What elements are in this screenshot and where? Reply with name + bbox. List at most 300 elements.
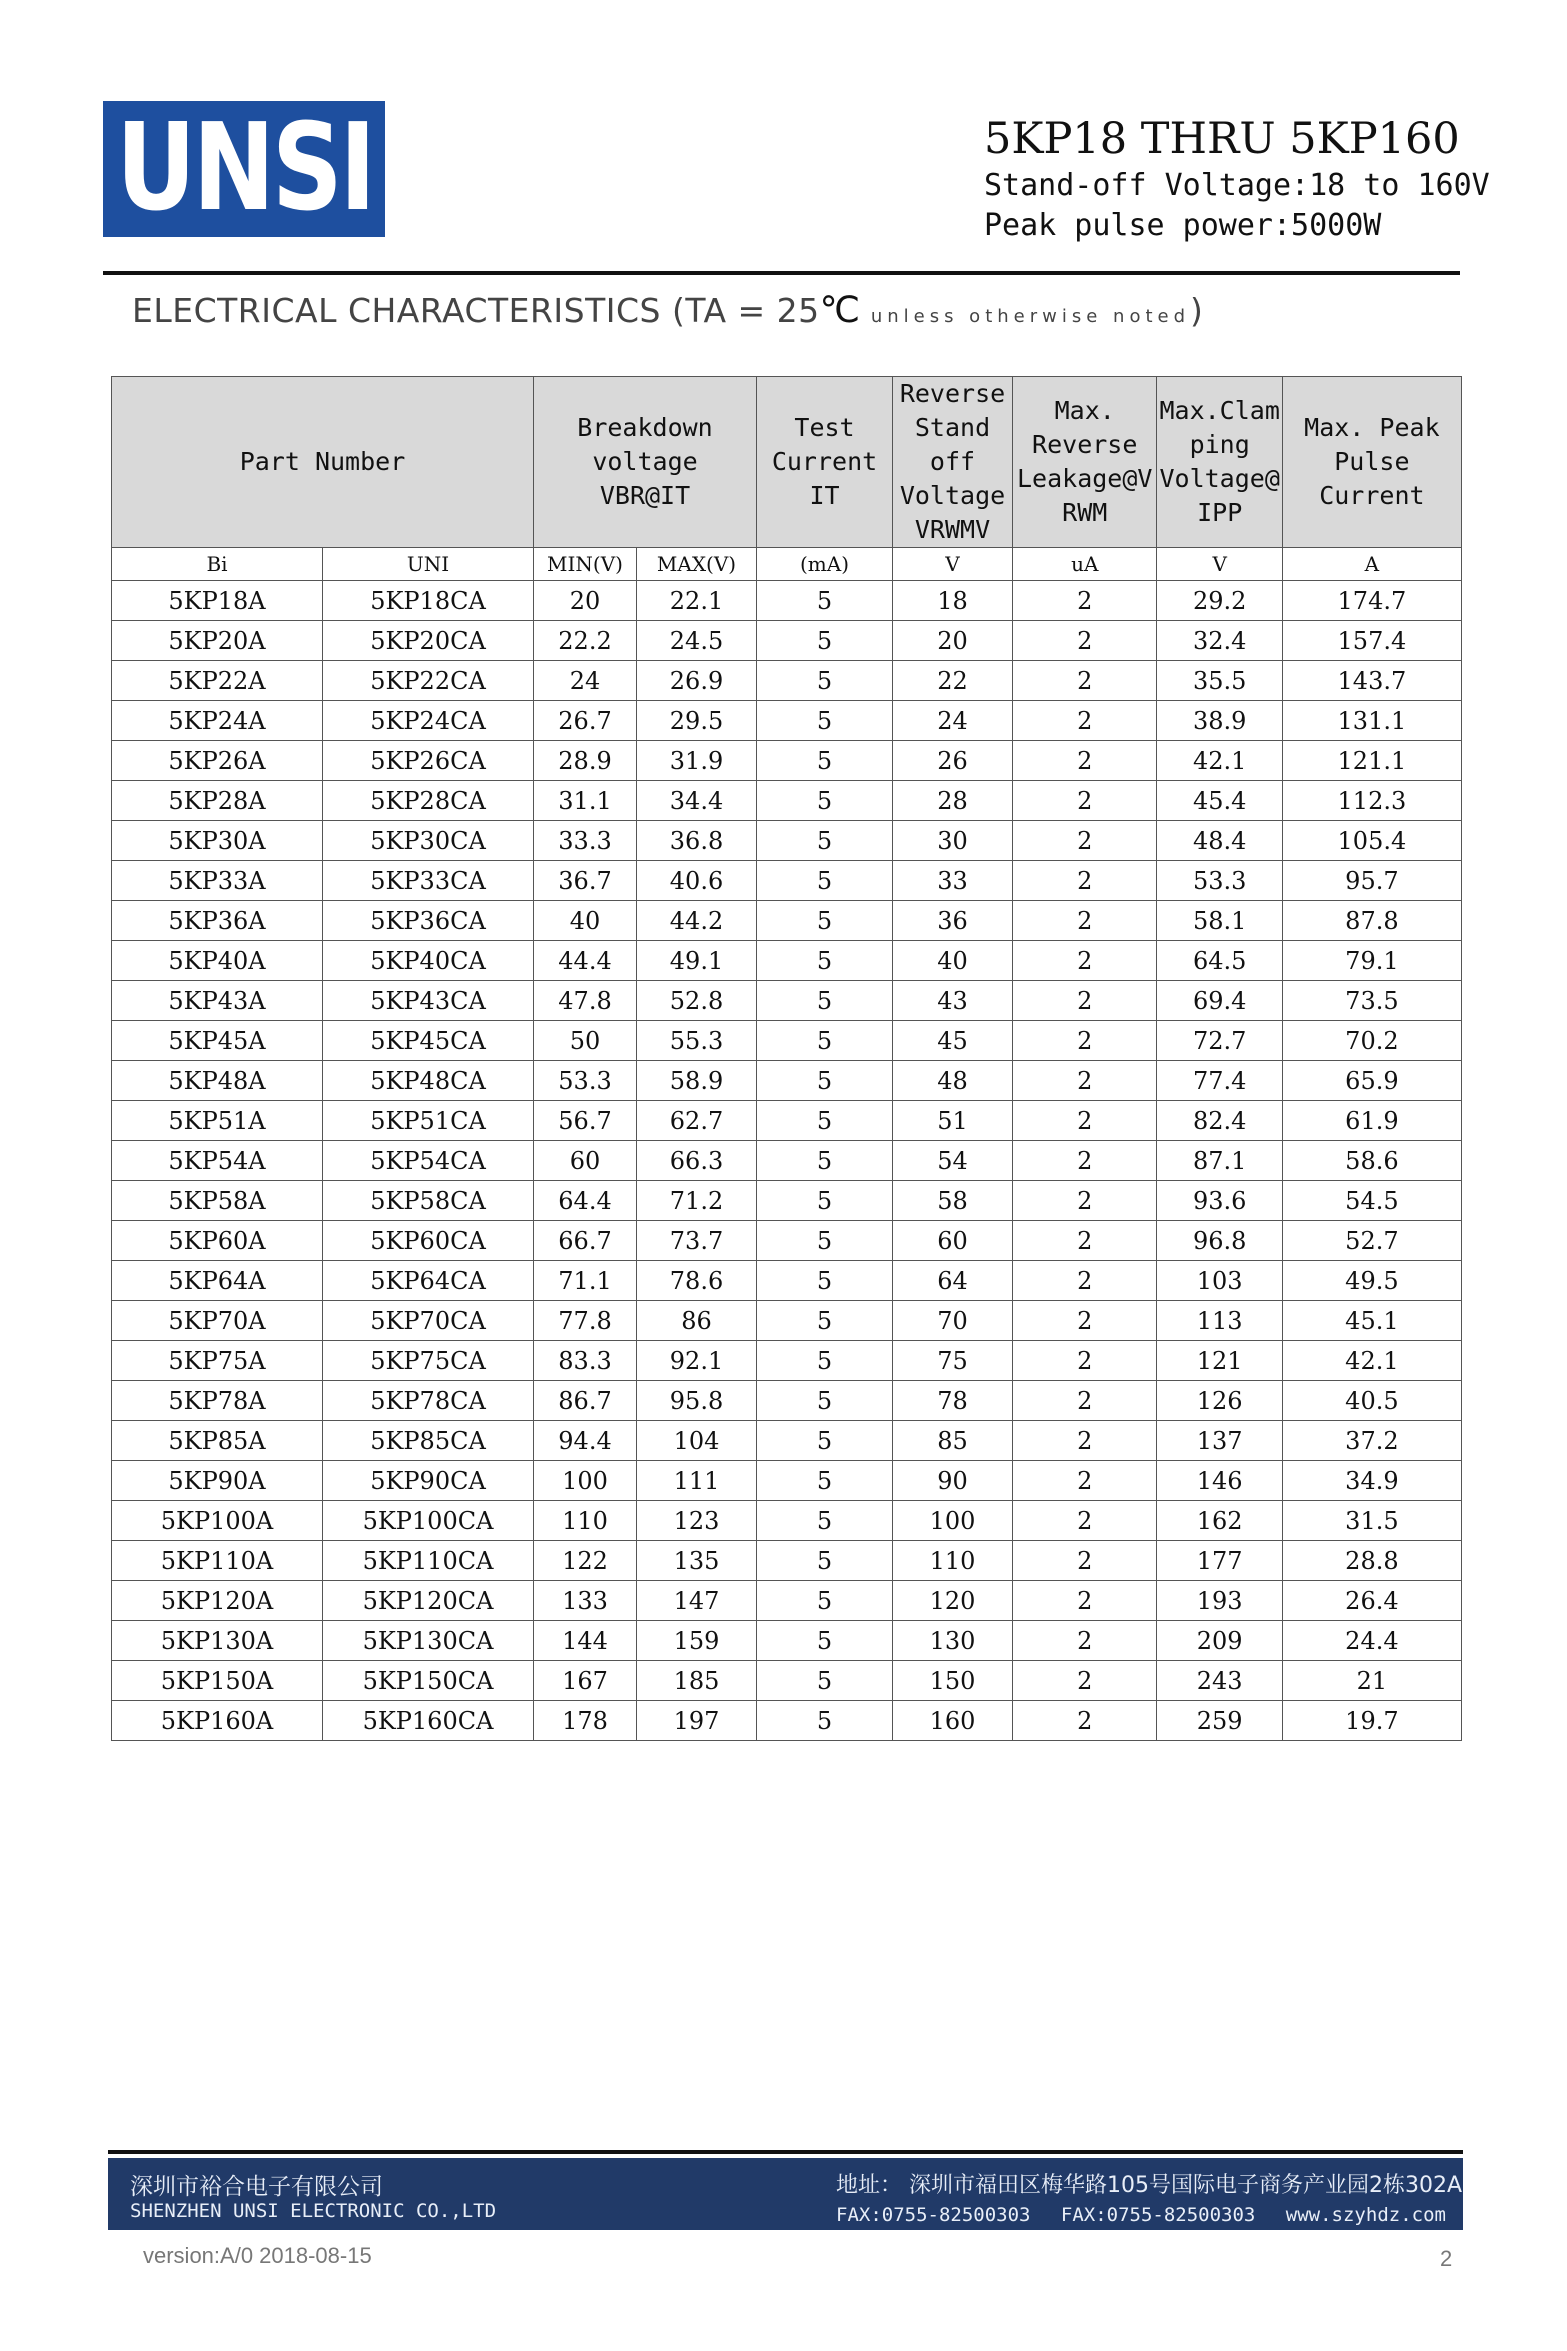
table-body: [112, 581, 1462, 1741]
cell-part-bi: 5KP48A: [112, 1061, 323, 1101]
cell-vbr-min: 83.3: [534, 1341, 637, 1381]
cell-part-bi: 5KP160A: [112, 1701, 323, 1741]
cell-clamping-voltage: 103: [1157, 1261, 1282, 1301]
section-note: unless otherwise noted: [860, 306, 1191, 327]
cell-test-current: 5: [757, 1181, 893, 1221]
company-address: 地址： 深圳市福田区梅华路105号国际电子商务产业园2栋302A: [836, 2173, 1463, 2198]
cell-standoff-voltage: 64: [893, 1261, 1013, 1301]
subheader-uni: UNI: [323, 548, 534, 581]
cell-part-uni: 5KP36CA: [323, 901, 534, 941]
cell-test-current: 5: [757, 781, 893, 821]
cell-test-current: 5: [757, 1101, 893, 1141]
cell-test-current: 5: [757, 901, 893, 941]
cell-vbr-min: 28.9: [534, 741, 637, 781]
cell-vbr-max: 49.1: [637, 941, 757, 981]
cell-test-current: 5: [757, 1021, 893, 1061]
cell-test-current: 5: [757, 741, 893, 781]
subheader-max-v: MAX(V): [637, 548, 757, 581]
cell-clamping-voltage: 146: [1157, 1461, 1282, 1501]
cell-clamping-voltage: 69.4: [1157, 981, 1282, 1021]
table-row: [112, 1181, 1462, 1221]
header-max-peak-pulse: Max. Peak Pulse Current: [1282, 377, 1461, 548]
cell-vbr-max: 62.7: [637, 1101, 757, 1141]
cell-standoff-voltage: 33: [893, 861, 1013, 901]
cell-peak-pulse-current: 49.5: [1282, 1261, 1461, 1301]
logo-text: UNSI: [115, 99, 373, 238]
cell-standoff-voltage: 160: [893, 1701, 1013, 1741]
company-name-en: SHENZHEN UNSI ELECTRONIC CO.,LTD: [130, 2200, 497, 2222]
cell-part-uni: 5KP100CA: [323, 1501, 534, 1541]
cell-vbr-min: 31.1: [534, 781, 637, 821]
cell-clamping-voltage: 29.2: [1157, 581, 1282, 621]
section-close: ): [1190, 291, 1204, 330]
cell-reverse-leakage: 2: [1013, 941, 1157, 981]
cell-peak-pulse-current: 42.1: [1282, 1341, 1461, 1381]
company-name-cn: 深圳市裕合电子有限公司: [130, 2174, 383, 2200]
cell-vbr-max: 31.9: [637, 741, 757, 781]
table-row: [112, 1261, 1462, 1301]
cell-vbr-max: 71.2: [637, 1181, 757, 1221]
cell-peak-pulse-current: 105.4: [1282, 821, 1461, 861]
cell-reverse-leakage: 2: [1013, 1341, 1157, 1381]
cell-test-current: 5: [757, 1661, 893, 1701]
cell-vbr-max: 55.3: [637, 1021, 757, 1061]
cell-peak-pulse-current: 19.7: [1282, 1701, 1461, 1741]
cell-clamping-voltage: 193: [1157, 1581, 1282, 1621]
table-row: [112, 1701, 1462, 1741]
table-row: [112, 1021, 1462, 1061]
cell-standoff-voltage: 60: [893, 1221, 1013, 1261]
cell-peak-pulse-current: 61.9: [1282, 1101, 1461, 1141]
cell-standoff-voltage: 75: [893, 1341, 1013, 1381]
cell-reverse-leakage: 2: [1013, 781, 1157, 821]
cell-peak-pulse-current: 45.1: [1282, 1301, 1461, 1341]
table-row: [112, 981, 1462, 1021]
cell-part-bi: 5KP54A: [112, 1141, 323, 1181]
cell-standoff-voltage: 120: [893, 1581, 1013, 1621]
cell-test-current: 5: [757, 1461, 893, 1501]
cell-part-bi: 5KP70A: [112, 1301, 323, 1341]
cell-part-uni: 5KP43CA: [323, 981, 534, 1021]
subheader-ma: (mA): [757, 548, 893, 581]
cell-test-current: 5: [757, 861, 893, 901]
table-row: [112, 781, 1462, 821]
cell-reverse-leakage: 2: [1013, 1461, 1157, 1501]
cell-vbr-max: 73.7: [637, 1221, 757, 1261]
cell-vbr-min: 26.7: [534, 701, 637, 741]
table-row: [112, 661, 1462, 701]
cell-clamping-voltage: 45.4: [1157, 781, 1282, 821]
cell-part-bi: 5KP36A: [112, 901, 323, 941]
cell-clamping-voltage: 42.1: [1157, 741, 1282, 781]
cell-standoff-voltage: 26: [893, 741, 1013, 781]
cell-part-bi: 5KP90A: [112, 1461, 323, 1501]
cell-test-current: 5: [757, 621, 893, 661]
page-number: 2: [1440, 2246, 1453, 2271]
cell-reverse-leakage: 2: [1013, 701, 1157, 741]
cell-part-bi: 5KP40A: [112, 941, 323, 981]
section-unit: ℃: [819, 290, 861, 331]
cell-vbr-max: 52.8: [637, 981, 757, 1021]
cell-clamping-voltage: 35.5: [1157, 661, 1282, 701]
cell-reverse-leakage: 2: [1013, 1181, 1157, 1221]
cell-peak-pulse-current: 87.8: [1282, 901, 1461, 941]
cell-reverse-leakage: 2: [1013, 981, 1157, 1021]
cell-test-current: 5: [757, 1301, 893, 1341]
cell-vbr-max: 147: [637, 1581, 757, 1621]
cell-part-uni: 5KP110CA: [323, 1541, 534, 1581]
unsi-logo: [103, 101, 385, 237]
cell-standoff-voltage: 36: [893, 901, 1013, 941]
cell-peak-pulse-current: 79.1: [1282, 941, 1461, 981]
cell-vbr-min: 77.8: [534, 1301, 637, 1341]
footer-divider: [108, 2150, 1463, 2154]
cell-part-bi: 5KP58A: [112, 1181, 323, 1221]
header-divider: [103, 271, 1460, 275]
cell-reverse-leakage: 2: [1013, 661, 1157, 701]
cell-clamping-voltage: 72.7: [1157, 1021, 1282, 1061]
cell-part-bi: 5KP75A: [112, 1341, 323, 1381]
cell-standoff-voltage: 90: [893, 1461, 1013, 1501]
cell-vbr-min: 50: [534, 1021, 637, 1061]
table-row: [112, 741, 1462, 781]
cell-standoff-voltage: 100: [893, 1501, 1013, 1541]
cell-clamping-voltage: 77.4: [1157, 1061, 1282, 1101]
document-header: [984, 112, 1504, 246]
cell-vbr-min: 33.3: [534, 821, 637, 861]
cell-clamping-voltage: 177: [1157, 1541, 1282, 1581]
cell-vbr-min: 94.4: [534, 1421, 637, 1461]
cell-clamping-voltage: 121: [1157, 1341, 1282, 1381]
cell-part-uni: 5KP22CA: [323, 661, 534, 701]
cell-standoff-voltage: 48: [893, 1061, 1013, 1101]
table-row: [112, 821, 1462, 861]
cell-part-bi: 5KP85A: [112, 1421, 323, 1461]
cell-reverse-leakage: 2: [1013, 1501, 1157, 1541]
cell-peak-pulse-current: 131.1: [1282, 701, 1461, 741]
cell-standoff-voltage: 150: [893, 1661, 1013, 1701]
cell-standoff-voltage: 54: [893, 1141, 1013, 1181]
cell-vbr-max: 92.1: [637, 1341, 757, 1381]
cell-part-bi: 5KP45A: [112, 1021, 323, 1061]
cell-vbr-min: 133: [534, 1581, 637, 1621]
cell-part-bi: 5KP78A: [112, 1381, 323, 1421]
cell-peak-pulse-current: 73.5: [1282, 981, 1461, 1021]
cell-vbr-min: 144: [534, 1621, 637, 1661]
cell-vbr-min: 66.7: [534, 1221, 637, 1261]
cell-test-current: 5: [757, 1061, 893, 1101]
table-row: [112, 581, 1462, 621]
cell-test-current: 5: [757, 941, 893, 981]
cell-peak-pulse-current: 52.7: [1282, 1221, 1461, 1261]
cell-test-current: 5: [757, 1581, 893, 1621]
cell-part-uni: 5KP85CA: [323, 1421, 534, 1461]
header-test-current: Test Current IT: [757, 377, 893, 548]
cell-vbr-max: 29.5: [637, 701, 757, 741]
cell-test-current: 5: [757, 1501, 893, 1541]
cell-part-uni: 5KP30CA: [323, 821, 534, 861]
cell-vbr-min: 47.8: [534, 981, 637, 1021]
cell-test-current: 5: [757, 1541, 893, 1581]
cell-reverse-leakage: 2: [1013, 1261, 1157, 1301]
cell-test-current: 5: [757, 661, 893, 701]
cell-peak-pulse-current: 121.1: [1282, 741, 1461, 781]
cell-clamping-voltage: 32.4: [1157, 621, 1282, 661]
cell-part-bi: 5KP43A: [112, 981, 323, 1021]
cell-peak-pulse-current: 95.7: [1282, 861, 1461, 901]
cell-peak-pulse-current: 28.8: [1282, 1541, 1461, 1581]
cell-peak-pulse-current: 65.9: [1282, 1061, 1461, 1101]
cell-vbr-max: 58.9: [637, 1061, 757, 1101]
subheader-min-v: MIN(V): [534, 548, 637, 581]
cell-vbr-min: 167: [534, 1661, 637, 1701]
cell-part-uni: 5KP90CA: [323, 1461, 534, 1501]
cell-test-current: 5: [757, 1621, 893, 1661]
cell-peak-pulse-current: 40.5: [1282, 1381, 1461, 1421]
cell-vbr-min: 100: [534, 1461, 637, 1501]
cell-peak-pulse-current: 31.5: [1282, 1501, 1461, 1541]
cell-part-uni: 5KP18CA: [323, 581, 534, 621]
subheader-a: A: [1282, 548, 1461, 581]
cell-test-current: 5: [757, 981, 893, 1021]
cell-standoff-voltage: 45: [893, 1021, 1013, 1061]
table-row: [112, 1421, 1462, 1461]
cell-clamping-voltage: 137: [1157, 1421, 1282, 1461]
subheader-v: V: [893, 548, 1013, 581]
cell-standoff-voltage: 24: [893, 701, 1013, 741]
cell-part-uni: 5KP28CA: [323, 781, 534, 821]
cell-part-bi: 5KP64A: [112, 1261, 323, 1301]
cell-part-bi: 5KP51A: [112, 1101, 323, 1141]
cell-standoff-voltage: 18: [893, 581, 1013, 621]
table-row: [112, 1381, 1462, 1421]
cell-part-uni: 5KP160CA: [323, 1701, 534, 1741]
cell-vbr-min: 24: [534, 661, 637, 701]
cell-reverse-leakage: 2: [1013, 861, 1157, 901]
table-row: [112, 1061, 1462, 1101]
section-heading: [132, 290, 1203, 331]
cell-clamping-voltage: 93.6: [1157, 1181, 1282, 1221]
cell-clamping-voltage: 82.4: [1157, 1101, 1282, 1141]
document-title: 5KP18 THRU 5KP160: [984, 114, 1460, 164]
footer-bar: [108, 2158, 1463, 2230]
cell-part-uni: 5KP24CA: [323, 701, 534, 741]
cell-part-bi: 5KP24A: [112, 701, 323, 741]
table-row: [112, 941, 1462, 981]
cell-reverse-leakage: 2: [1013, 581, 1157, 621]
cell-test-current: 5: [757, 1421, 893, 1461]
cell-vbr-min: 178: [534, 1701, 637, 1741]
cell-vbr-min: 64.4: [534, 1181, 637, 1221]
cell-standoff-voltage: 110: [893, 1541, 1013, 1581]
cell-part-uni: 5KP120CA: [323, 1581, 534, 1621]
subheader-ua: uA: [1013, 548, 1157, 581]
cell-reverse-leakage: 2: [1013, 1021, 1157, 1061]
cell-test-current: 5: [757, 1221, 893, 1261]
cell-vbr-min: 40: [534, 901, 637, 941]
table-row: [112, 1581, 1462, 1621]
cell-clamping-voltage: 113: [1157, 1301, 1282, 1341]
cell-part-bi: 5KP130A: [112, 1621, 323, 1661]
cell-peak-pulse-current: 143.7: [1282, 661, 1461, 701]
cell-clamping-voltage: 162: [1157, 1501, 1282, 1541]
cell-standoff-voltage: 43: [893, 981, 1013, 1021]
cell-part-uni: 5KP70CA: [323, 1301, 534, 1341]
cell-part-bi: 5KP26A: [112, 741, 323, 781]
cell-standoff-voltage: 22: [893, 661, 1013, 701]
table-row: [112, 901, 1462, 941]
cell-vbr-max: 135: [637, 1541, 757, 1581]
cell-test-current: 5: [757, 581, 893, 621]
cell-reverse-leakage: 2: [1013, 1701, 1157, 1741]
table-row: [112, 1341, 1462, 1381]
table-subheader-row: [112, 548, 1462, 581]
cell-vbr-min: 110: [534, 1501, 637, 1541]
cell-vbr-max: 40.6: [637, 861, 757, 901]
cell-vbr-max: 36.8: [637, 821, 757, 861]
cell-standoff-voltage: 30: [893, 821, 1013, 861]
cell-reverse-leakage: 2: [1013, 901, 1157, 941]
cell-vbr-max: 34.4: [637, 781, 757, 821]
cell-vbr-min: 56.7: [534, 1101, 637, 1141]
standoff-voltage-line: Stand-off Voltage:18 to 160V: [984, 168, 1490, 203]
cell-clamping-voltage: 48.4: [1157, 821, 1282, 861]
cell-peak-pulse-current: 24.4: [1282, 1621, 1461, 1661]
cell-vbr-max: 24.5: [637, 621, 757, 661]
header-breakdown-voltage: Breakdown voltage VBR@IT: [534, 377, 757, 548]
table-row: [112, 1141, 1462, 1181]
cell-peak-pulse-current: 70.2: [1282, 1021, 1461, 1061]
table-row: [112, 1461, 1462, 1501]
cell-part-uni: 5KP150CA: [323, 1661, 534, 1701]
cell-reverse-leakage: 2: [1013, 1141, 1157, 1181]
cell-vbr-min: 53.3: [534, 1061, 637, 1101]
cell-peak-pulse-current: 21: [1282, 1661, 1461, 1701]
cell-part-uni: 5KP54CA: [323, 1141, 534, 1181]
cell-part-uni: 5KP78CA: [323, 1381, 534, 1421]
cell-vbr-min: 71.1: [534, 1261, 637, 1301]
cell-standoff-voltage: 78: [893, 1381, 1013, 1421]
table-row: [112, 1221, 1462, 1261]
cell-clamping-voltage: 53.3: [1157, 861, 1282, 901]
cell-part-bi: 5KP28A: [112, 781, 323, 821]
cell-clamping-voltage: 243: [1157, 1661, 1282, 1701]
cell-reverse-leakage: 2: [1013, 1381, 1157, 1421]
cell-part-bi: 5KP20A: [112, 621, 323, 661]
table-row: [112, 1541, 1462, 1581]
cell-part-uni: 5KP75CA: [323, 1341, 534, 1381]
table-row: [112, 861, 1462, 901]
cell-vbr-max: 95.8: [637, 1381, 757, 1421]
cell-part-bi: 5KP30A: [112, 821, 323, 861]
cell-vbr-max: 123: [637, 1501, 757, 1541]
cell-peak-pulse-current: 174.7: [1282, 581, 1461, 621]
cell-part-uni: 5KP64CA: [323, 1261, 534, 1301]
cell-standoff-voltage: 70: [893, 1301, 1013, 1341]
cell-peak-pulse-current: 112.3: [1282, 781, 1461, 821]
subheader-bi: Bi: [112, 548, 323, 581]
cell-clamping-voltage: 38.9: [1157, 701, 1282, 741]
section-title: ELECTRICAL CHARACTERISTICS (TA = 25: [132, 291, 820, 330]
cell-clamping-voltage: 87.1: [1157, 1141, 1282, 1181]
cell-vbr-min: 86.7: [534, 1381, 637, 1421]
cell-reverse-leakage: 2: [1013, 1541, 1157, 1581]
cell-part-bi: 5KP110A: [112, 1541, 323, 1581]
cell-vbr-max: 78.6: [637, 1261, 757, 1301]
cell-part-uni: 5KP130CA: [323, 1621, 534, 1661]
cell-vbr-min: 20: [534, 581, 637, 621]
header-max-reverse-leakage: Max. Reverse Leakage@V RWM: [1013, 377, 1157, 548]
cell-part-uni: 5KP20CA: [323, 621, 534, 661]
cell-part-bi: 5KP150A: [112, 1661, 323, 1701]
version-label: version:A/0 2018-08-15: [143, 2243, 372, 2268]
cell-peak-pulse-current: 37.2: [1282, 1421, 1461, 1461]
cell-peak-pulse-current: 58.6: [1282, 1141, 1461, 1181]
cell-part-bi: 5KP100A: [112, 1501, 323, 1541]
cell-vbr-max: 22.1: [637, 581, 757, 621]
table-row: [112, 1661, 1462, 1701]
cell-reverse-leakage: 2: [1013, 1301, 1157, 1341]
cell-standoff-voltage: 20: [893, 621, 1013, 661]
table-row: [112, 1101, 1462, 1141]
cell-vbr-max: 185: [637, 1661, 757, 1701]
table-row: [112, 621, 1462, 661]
cell-vbr-max: 26.9: [637, 661, 757, 701]
cell-reverse-leakage: 2: [1013, 1221, 1157, 1261]
cell-standoff-voltage: 40: [893, 941, 1013, 981]
header-reverse-standoff: Reverse Stand off Voltage VRWMV: [893, 377, 1013, 548]
cell-part-uni: 5KP58CA: [323, 1181, 534, 1221]
cell-vbr-max: 66.3: [637, 1141, 757, 1181]
cell-peak-pulse-current: 157.4: [1282, 621, 1461, 661]
cell-clamping-voltage: 209: [1157, 1621, 1282, 1661]
cell-test-current: 5: [757, 1381, 893, 1421]
table-row: [112, 1621, 1462, 1661]
cell-vbr-max: 86: [637, 1301, 757, 1341]
cell-standoff-voltage: 51: [893, 1101, 1013, 1141]
cell-part-uni: 5KP48CA: [323, 1061, 534, 1101]
cell-test-current: 5: [757, 1261, 893, 1301]
cell-vbr-min: 122: [534, 1541, 637, 1581]
cell-peak-pulse-current: 34.9: [1282, 1461, 1461, 1501]
cell-clamping-voltage: 96.8: [1157, 1221, 1282, 1261]
cell-part-uni: 5KP51CA: [323, 1101, 534, 1141]
cell-peak-pulse-current: 54.5: [1282, 1181, 1461, 1221]
cell-standoff-voltage: 28: [893, 781, 1013, 821]
table-row: [112, 701, 1462, 741]
cell-vbr-max: 111: [637, 1461, 757, 1501]
subheader-v-clamp: V: [1157, 548, 1282, 581]
cell-part-uni: 5KP45CA: [323, 1021, 534, 1061]
cell-part-uni: 5KP33CA: [323, 861, 534, 901]
header-part-number: Part Number: [112, 377, 534, 548]
cell-reverse-leakage: 2: [1013, 1621, 1157, 1661]
cell-part-bi: 5KP120A: [112, 1581, 323, 1621]
cell-reverse-leakage: 2: [1013, 1661, 1157, 1701]
cell-part-bi: 5KP60A: [112, 1221, 323, 1261]
cell-vbr-min: 36.7: [534, 861, 637, 901]
cell-test-current: 5: [757, 821, 893, 861]
cell-vbr-max: 159: [637, 1621, 757, 1661]
header-max-clamping: Max.Clam ping Voltage@ IPP: [1157, 377, 1282, 548]
cell-reverse-leakage: 2: [1013, 741, 1157, 781]
company-contact: FAX:0755-82500303 FAX:0755-82500303 www.szyhdz.com: [836, 2204, 1446, 2226]
cell-standoff-voltage: 130: [893, 1621, 1013, 1661]
cell-reverse-leakage: 2: [1013, 1581, 1157, 1621]
cell-reverse-leakage: 2: [1013, 621, 1157, 661]
cell-clamping-voltage: 126: [1157, 1381, 1282, 1421]
cell-reverse-leakage: 2: [1013, 1101, 1157, 1141]
